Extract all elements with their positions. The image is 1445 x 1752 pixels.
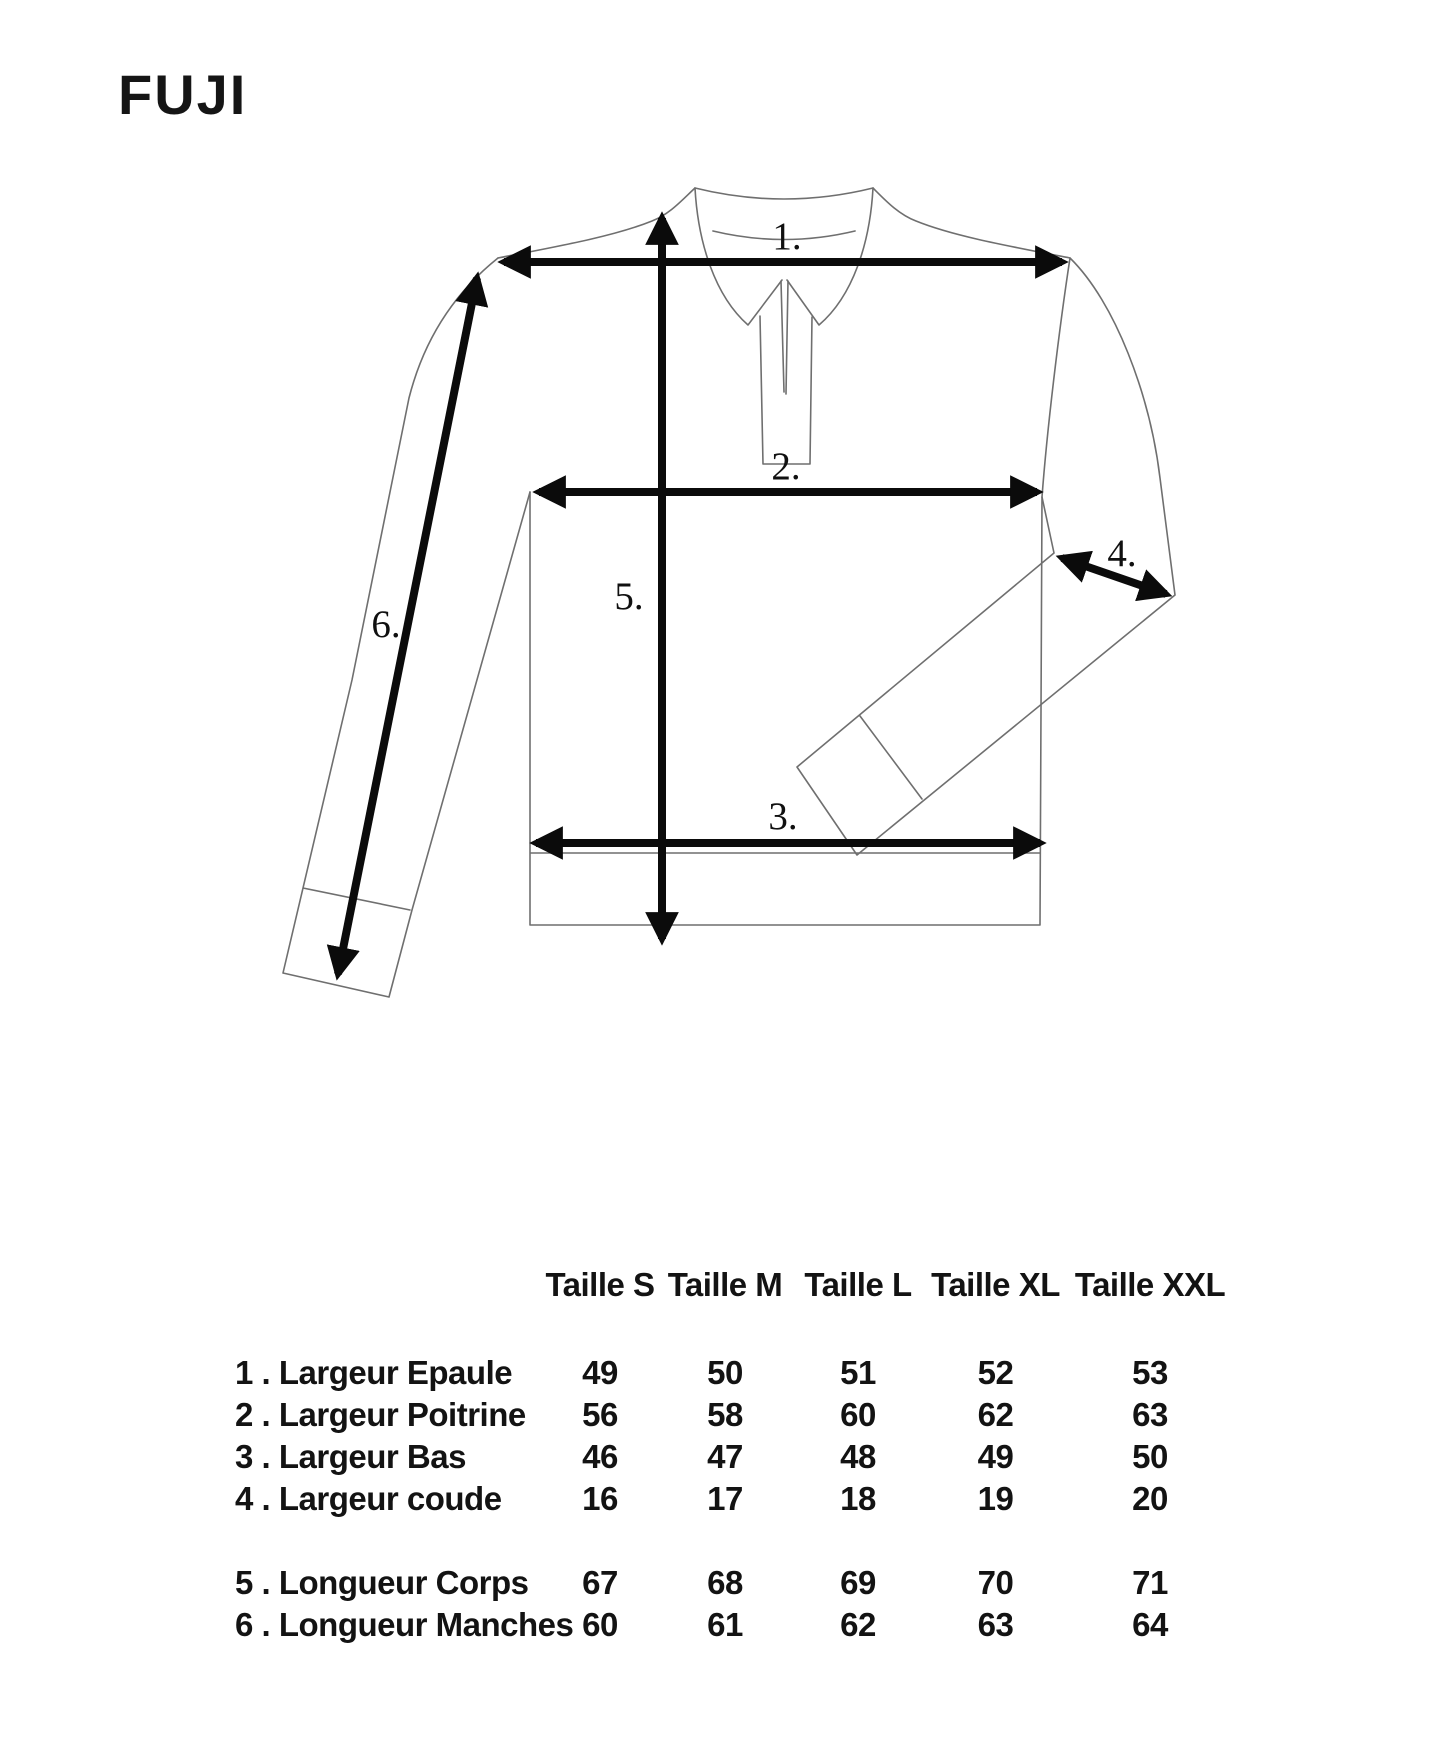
size-value: 60 [582,1606,618,1643]
size-value: 70 [977,1564,1014,1601]
size-value: 52 [977,1354,1014,1391]
sleeve-length-arrow [338,278,477,974]
measure-label-5: 5. [614,575,644,618]
size-value: 18 [840,1480,876,1517]
col-header-taille-xxl: Taille XXL [1074,1266,1226,1303]
measure-label-4: 4. [1107,532,1137,575]
product-title: FUJI [118,63,248,126]
measure-label-6: 6. [371,603,401,646]
size-row-label: 4 . Largeur coude [235,1480,502,1517]
size-value: 20 [1132,1480,1168,1517]
size-value: 46 [582,1438,618,1475]
size-value: 62 [840,1606,876,1643]
size-value: 19 [977,1480,1014,1517]
size-table-corner-cell [235,1264,540,1306]
size-value: 60 [840,1396,876,1433]
col-header-taille-s: Taille S [545,1266,655,1303]
table-spacer [235,1520,1235,1562]
size-value: 58 [707,1396,743,1433]
col-header-taille-xl: Taille XL [931,1266,1060,1303]
size-row-label: 5 . Longueur Corps [235,1564,529,1601]
size-value: 17 [707,1480,743,1517]
size-value: 63 [977,1606,1014,1643]
size-value: 48 [840,1438,876,1475]
col-header-taille-m: Taille M [667,1266,783,1303]
body-outline [530,492,1042,925]
size-table [235,1264,1235,1646]
placket-outline [760,281,812,464]
size-value: 49 [582,1354,618,1391]
size-value: 47 [707,1438,743,1475]
measurement-labels [371,215,1136,838]
measure-label-3: 3. [768,795,798,838]
size-row-label: 6 . Longueur Manches [235,1606,574,1643]
size-value: 50 [707,1354,743,1391]
measure-label-2: 2. [771,445,801,488]
size-value: 53 [1132,1354,1168,1391]
size-value: 69 [840,1564,876,1601]
measure-label-1: 1. [772,215,802,258]
size-row-label: 3 . Largeur Bas [235,1438,466,1475]
size-value: 56 [582,1396,618,1433]
size-value: 51 [840,1354,876,1391]
size-value: 67 [582,1564,618,1601]
size-value: 16 [582,1480,618,1517]
table-spacer [235,1306,1235,1352]
size-value: 62 [977,1396,1014,1433]
size-value: 63 [1132,1396,1168,1433]
size-value: 64 [1132,1606,1168,1643]
size-value: 71 [1132,1564,1168,1601]
size-value: 61 [707,1606,743,1643]
size-value: 49 [977,1438,1014,1475]
size-value: 68 [707,1564,743,1601]
size-row-label: 2 . Largeur Poitrine [235,1396,526,1433]
col-header-taille-l: Taille L [804,1266,912,1303]
size-row-label: 1 . Largeur Epaule [235,1354,513,1391]
size-value: 50 [1132,1438,1168,1475]
